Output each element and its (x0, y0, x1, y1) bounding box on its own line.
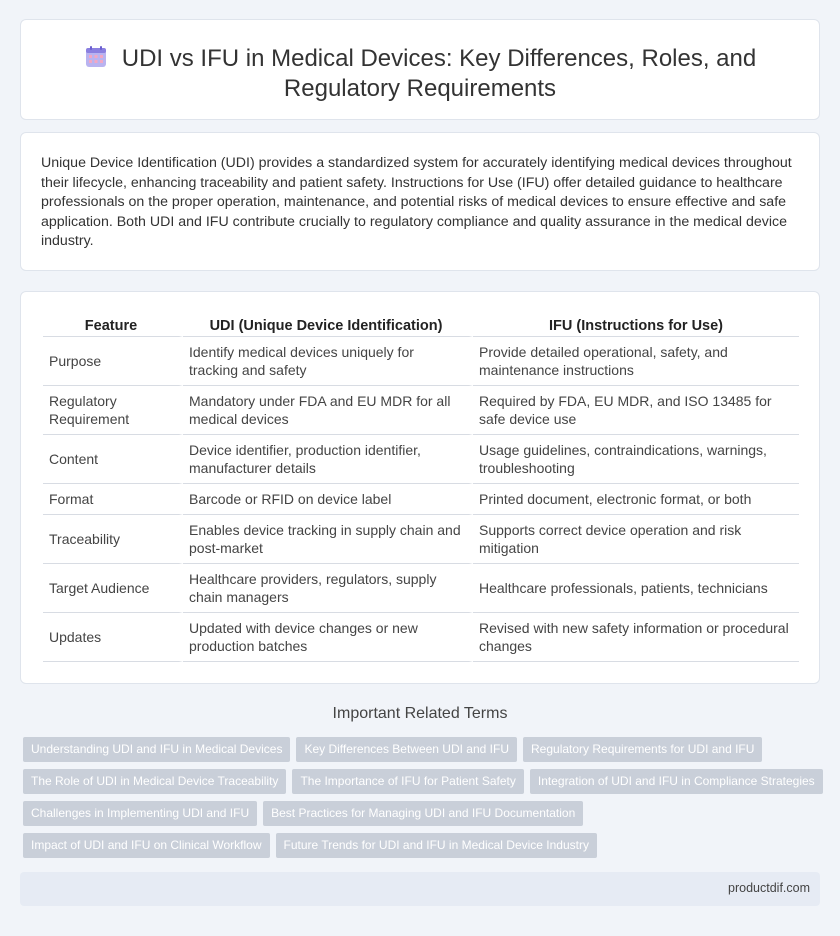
table-row (43, 613, 799, 662)
footer (20, 872, 820, 906)
related-terms-title: Important Related Terms (332, 705, 508, 722)
table-cell: Format (43, 484, 183, 515)
page-title (21, 44, 819, 104)
table-cell: Traceability (43, 515, 183, 564)
table-header-cell: Feature (43, 315, 183, 337)
table-cell: Enables device tracking in supply chain and post-market (183, 515, 473, 564)
tag-row (23, 737, 823, 769)
related-term-tag[interactable]: Integration of UDI and IFU in Compliance Strategies (530, 769, 823, 794)
tag-row (23, 801, 823, 833)
table-cell: Barcode or RFID on device label (183, 484, 473, 515)
table-cell: Device identifier, production identifier, manufacturer details (183, 435, 473, 484)
table-row (43, 564, 799, 613)
table-cell: Provide detailed operational, safety, and maintenance instructions (473, 337, 799, 386)
table-header-cell: UDI (Unique Device Identification) (183, 315, 473, 337)
table-cell: Target Audience (43, 564, 183, 613)
related-term-tag[interactable]: The Importance of IFU for Patient Safety (292, 769, 523, 794)
related-term-tag[interactable]: The Role of UDI in Medical Device Traceability (23, 769, 286, 794)
related-term-tag[interactable]: Key Differences Between UDI and IFU (296, 737, 517, 762)
table-cell: Usage guidelines, contraindications, warnings, troubleshooting (473, 435, 799, 484)
title-line-1: UDI vs IFU in Medical Devices: Key Differences, Roles, and (121, 45, 757, 72)
table-header-row (43, 315, 799, 337)
table-cell: Regulatory Requirement (43, 386, 183, 435)
title-line-2: Regulatory Requirements (283, 75, 557, 102)
intro-paragraph: Unique Device Identification (UDI) provides a standardized system for accurately identifying medical devices throughout their lifecycle, enhancing traceability and patient safety. Instructions for Use (IFU) offer detailed guidance to healthcare professionals on the proper operation, maintenance, and potential risks of medical devices to ensure effective and safe application. Both UDI and IFU contribute crucially to regulatory compliance and quality assurance in the medical device industry. (41, 155, 792, 250)
table-cell: Printed document, electronic format, or both (473, 484, 799, 515)
table-row (43, 435, 799, 484)
table-cell: Supports correct device operation and risk mitigation (473, 515, 799, 564)
table-cell: Healthcare professionals, patients, technicians (473, 564, 799, 613)
related-term-tag[interactable]: Best Practices for Managing UDI and IFU Documentation (263, 801, 583, 826)
table-row (43, 337, 799, 386)
table-cell: Revised with new safety information or procedural changes (473, 613, 799, 662)
tag-row (23, 833, 823, 865)
table-cell: Required by FDA, EU MDR, and ISO 13485 for safe device use (473, 386, 799, 435)
comparison-table-card (20, 291, 820, 684)
table-row (43, 515, 799, 564)
tag-row (23, 769, 823, 801)
related-term-tag[interactable]: Future Trends for UDI and IFU in Medical Device Industry (276, 833, 597, 858)
footer-site-link[interactable]: productdif.com (728, 881, 810, 895)
table-row (43, 484, 799, 515)
header-card (20, 19, 820, 120)
calendar-grid-icon (84, 45, 108, 69)
table-cell: Updated with device changes or new production batches (183, 613, 473, 662)
table-row (43, 386, 799, 435)
comparison-table (43, 315, 799, 662)
intro-card (20, 132, 820, 271)
table-cell: Healthcare providers, regulators, supply chain managers (183, 564, 473, 613)
related-term-tag[interactable]: Challenges in Implementing UDI and IFU (23, 801, 257, 826)
table-cell: Updates (43, 613, 183, 662)
table-header-cell: IFU (Instructions for Use) (473, 315, 799, 337)
table-cell: Identify medical devices uniquely for tracking and safety (183, 337, 473, 386)
related-term-tag[interactable]: Understanding UDI and IFU in Medical Devices (23, 737, 290, 762)
related-term-tag[interactable]: Impact of UDI and IFU on Clinical Workflow (23, 833, 270, 858)
table-cell: Purpose (43, 337, 183, 386)
table-cell: Content (43, 435, 183, 484)
related-terms-list (23, 737, 823, 865)
related-term-tag[interactable]: Regulatory Requirements for UDI and IFU (523, 737, 762, 762)
table-cell: Mandatory under FDA and EU MDR for all medical devices (183, 386, 473, 435)
